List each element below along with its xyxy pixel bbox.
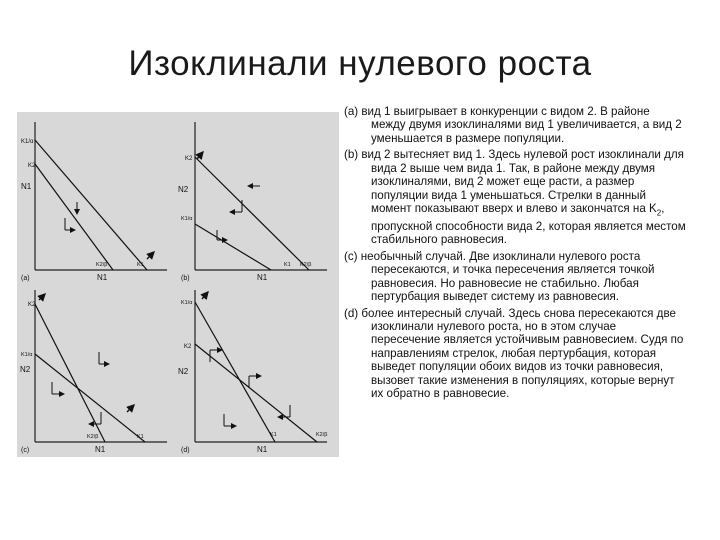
label-k1-alpha: K1/α <box>181 300 193 306</box>
label-k2-beta: K2/β <box>300 262 312 268</box>
paragraph-b-rest: , пропускной способности вида 2, которая является местом стабильного равновесия. <box>371 202 686 247</box>
label-k1: K1 <box>284 262 291 268</box>
label-k1-alpha: K1/α <box>21 139 34 145</box>
label-k2: K2 <box>28 302 36 308</box>
slide-title: Изоклинали нулевого роста <box>128 44 592 83</box>
paragraph-c: (c) необычный случай. Две изоклинали нулевого роста пересекаются, и точка пересечения является точкой равновесия. Но равновесие не стабильно. Любая пертурбация выведет систему из равновесия. <box>344 249 655 303</box>
label-k2: K2 <box>184 344 192 350</box>
isocline-species-1 <box>35 354 145 442</box>
label-k2-beta: K2/β <box>96 262 108 268</box>
paragraph-b <box>344 148 686 246</box>
isocline-species-1 <box>195 302 275 442</box>
isocline-species-2 <box>195 344 317 442</box>
isocline-figure <box>17 112 339 457</box>
axis-label-y: N2 <box>20 365 31 374</box>
axis-label-x: N1 <box>257 273 268 282</box>
axis-label-x: N1 <box>257 445 268 454</box>
axis-label-y: N2 <box>178 185 189 194</box>
axis-label-x: N1 <box>97 273 108 282</box>
panel-label: (a) <box>21 275 30 282</box>
label-k1: K1 <box>137 434 144 440</box>
isocline-species-1 <box>195 224 271 270</box>
isocline-species-2 <box>35 304 105 442</box>
panel-a <box>21 122 167 282</box>
isocline-diagrams <box>17 112 339 457</box>
axis-label-x: N1 <box>95 445 106 454</box>
panel-label: (c) <box>21 447 30 454</box>
axis-label-y: N1 <box>21 182 32 191</box>
label-k1: K1 <box>270 432 277 438</box>
axis-label-y: N2 <box>178 367 189 376</box>
paragraph-a: (а) вид 1 выигрывает в конкуренции с видом 2. В районе между двумя изоклиналями вид 1 увеличивается, а вид 2 уменьшается в размере популяции. <box>344 105 682 145</box>
label-k2-beta: K2/β <box>316 432 328 438</box>
isocline-species-2 <box>195 157 312 270</box>
label-k1-alpha: K1/α <box>21 352 33 358</box>
label-k2: K2 <box>28 163 36 169</box>
label-k1-alpha: K1/α <box>181 216 193 222</box>
label-k1: K1 <box>137 262 144 268</box>
paragraph-b-main: (b) вид 2 вытесняет вид 1. Здесь нулевой рост изоклинали для вида 2 выше чем вида 1. Так, в районе между двумя изоклиналями, вид 2 может еще расти, а размер популяции вида 1 уменьшаться. Стрелки в данный момент показывают вверх и влево и закончатся на K <box>344 148 684 216</box>
panel-d <box>178 290 327 454</box>
panel-label: (b) <box>181 275 190 282</box>
description-text <box>344 105 686 404</box>
panel-c <box>20 290 167 454</box>
label-k2: K2 <box>185 156 193 162</box>
paragraph-d: (d) более интересный случай. Здесь снова пересекаются две изоклинали нулевого роста, но в этом случае пересечение является устойчивым равновесием. Судя по направлениям стрелок, любая пертурбация, которая выведет популяции обоих видов из точки равновесия, вызовет такие изменения в популяциях, которые вернут их обратно в равновесие. <box>344 306 684 400</box>
isocline-species-1 <box>35 140 147 270</box>
label-k2-beta: K2/β <box>87 434 99 440</box>
panel-b <box>178 122 327 282</box>
paragraph-b-subscript: 2 <box>656 208 662 218</box>
panel-label: (d) <box>181 447 190 454</box>
